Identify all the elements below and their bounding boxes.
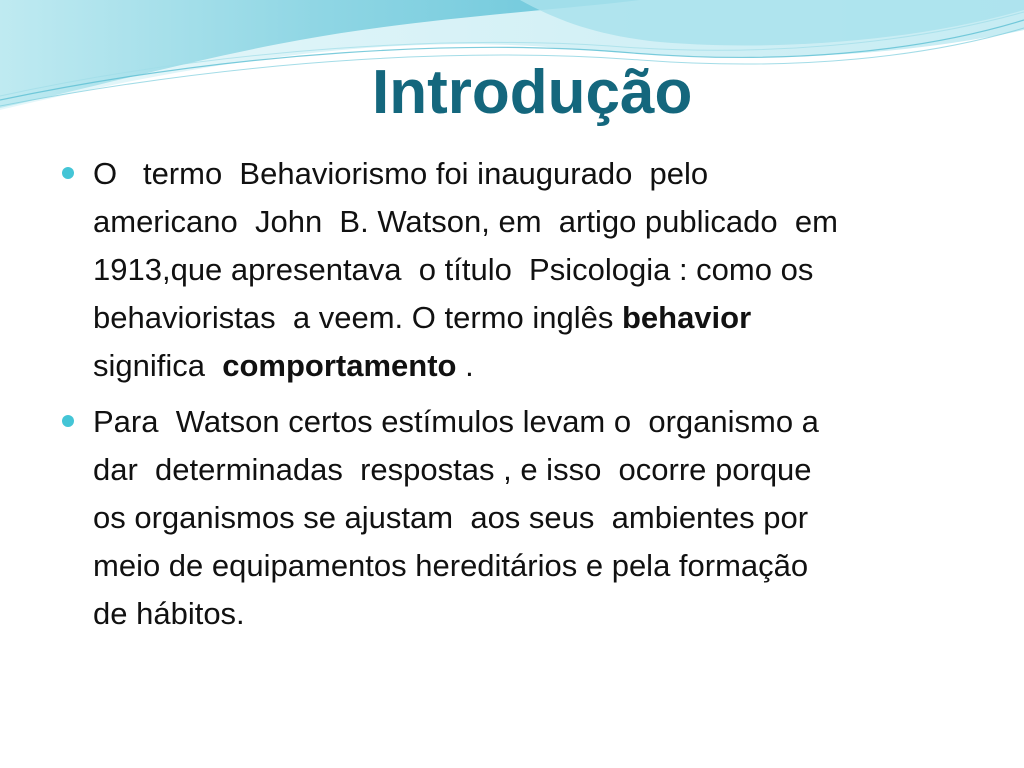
- text-segment: behavioristas a veem. O termo inglês: [93, 300, 622, 335]
- text-segment: significa: [93, 348, 223, 383]
- text-segment: americano John B. Watson, em artigo publicado em: [93, 204, 838, 239]
- bullet-text-line: [93, 494, 982, 542]
- bullet-item-watson-stimuli: [62, 398, 982, 638]
- bullet-list: [62, 150, 982, 646]
- bullet-icon: [62, 415, 74, 427]
- text-segment: Para Watson certos estímulos levam o organismo a: [93, 404, 819, 439]
- text-segment: 1913,que apresentava o título Psicologia : como os: [93, 252, 814, 287]
- bullet-text-line: [93, 294, 982, 342]
- bullet-text-line: [93, 446, 982, 494]
- text-segment: O termo Behaviorismo foi inaugurado pelo: [93, 156, 709, 191]
- bullet-text-line: [93, 150, 982, 198]
- bold-term-comportamento: comportamento: [222, 348, 457, 383]
- slide-title: Introdução: [372, 58, 693, 127]
- bullet-text-line: [93, 342, 982, 390]
- bullet-icon: [62, 167, 74, 179]
- bullet-item-behaviorism-definition: [62, 150, 982, 390]
- bullet-text-line: [93, 590, 982, 638]
- bullet-text-line: [93, 198, 982, 246]
- bullet-text-line: [93, 542, 982, 590]
- text-segment: dar determinadas respostas , e isso ocorre porque: [93, 452, 812, 487]
- text-segment: .: [456, 348, 474, 383]
- text-segment: os organismos se ajustam aos seus ambientes por: [93, 500, 809, 535]
- bullet-text-line: [93, 246, 982, 294]
- text-segment: de hábitos.: [93, 596, 245, 631]
- bullet-text-line: [93, 398, 982, 446]
- text-segment: meio de equipamentos hereditários e pela formação: [93, 548, 809, 583]
- bold-term-behavior: behavior: [621, 300, 752, 335]
